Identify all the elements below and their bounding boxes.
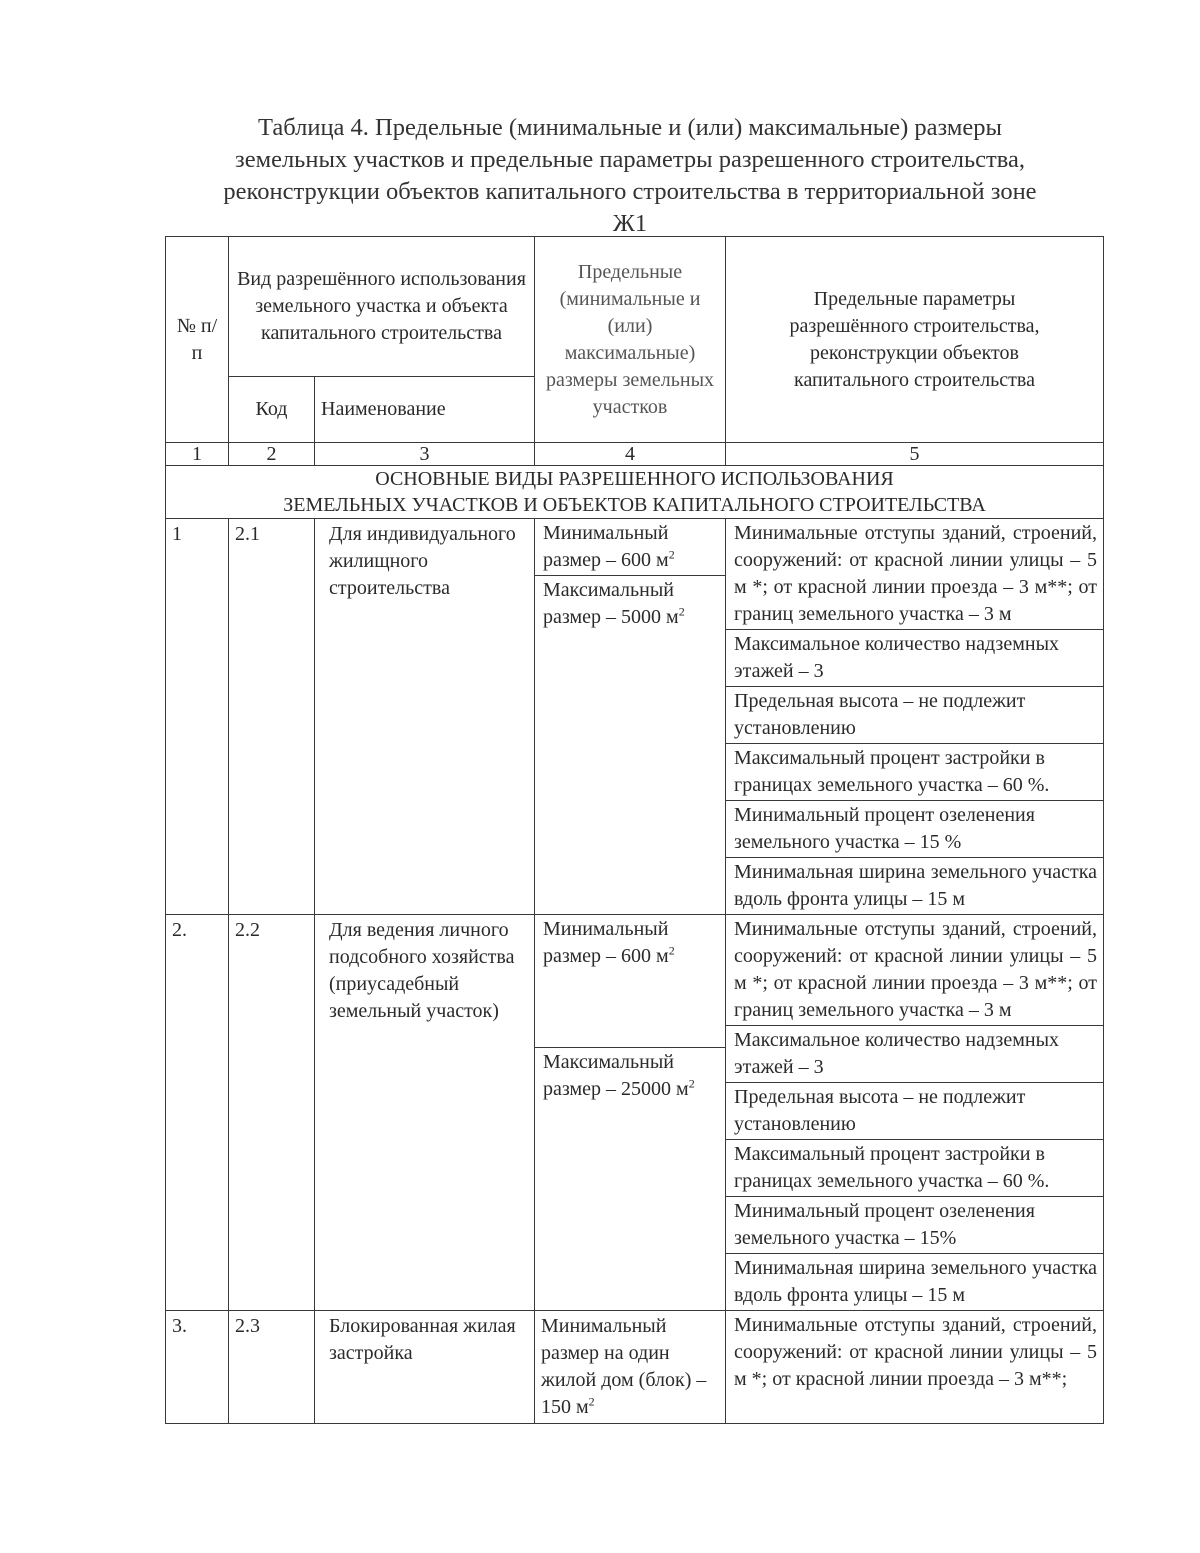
title-line: Ж1 [612,210,648,237]
row-num: 1 [166,519,229,915]
row-name: Для ведения личного подсобного хозяйства (приусадебный земельный участок) [315,915,535,1311]
param-item: Предельная высота – не подлежит установлению [726,1082,1103,1139]
row-sizes [535,915,726,1311]
param-item: Максимальный процент застройки в границах земельного участка – 60 %. [726,743,1103,800]
column-numbers-row [166,443,1104,466]
col-number: 3 [315,443,535,466]
header-vid: Вид разрешённого использования земельного участка и объекта капитального строительства [229,237,535,377]
param-item: Минимальная ширина земельного участка вдоль фронта улицы – 15 м [726,1253,1103,1310]
header-params: Предельные параметры разрешённого строительства, реконструкции объектов капитального строительства [726,237,1104,443]
section-row [166,466,1104,519]
min-size: Минимальный размер на один жилой дом (блок) –150 м [541,1315,707,1418]
row-code: 2.3 [229,1311,315,1424]
header-code: Код [229,377,315,443]
table-title [150,112,1110,240]
col-number: 4 [535,443,726,466]
zone-table [165,236,1104,1424]
table-row [166,1311,1104,1424]
param-item: Минимальные отступы зданий, строений, сооружений: от красной линии улицы – 5 м *; от красной линии проезда – 3 м**; от границ земельного участка – 3 м [734,918,1097,1021]
max-size: Максимальный размер – 5000 $м^2$ [535,575,725,632]
row-code: 2.1 [229,519,315,915]
row-sizes: Минимальный размер на один жилой дом (блок) –150 $м^2$ [535,1311,726,1424]
param-item: Предельная высота – не подлежит установлению [726,686,1103,743]
section-heading: ОСНОВНЫЕ ВИДЫ РАЗРЕШЕННОГО ИСПОЛЬЗОВАНИЯ ЗЕМЕЛЬНЫХ УЧАСТКОВ И ОБЪЕКТОВ КАПИТАЛЬНОГО СТРОИТЕЛЬСТВА [166,466,1104,519]
title-line: Таблица 4. Предельные (минимальные и (или) максимальные) размеры [258,114,1002,141]
col-number: 2 [229,443,315,466]
header-num: № п/п [166,237,229,443]
param-item: Минимальный процент озеленения земельного участка – 15% [726,1196,1103,1253]
header-sizes: Предельные (минимальные и (или) максимальные) размеры земельных участков [535,237,726,443]
param-item: Минимальные отступы зданий, строений, сооружений: от красной линии улицы – 5 м *; от красной линии проезда – 3 м**; от границ земельного участка – 3 м [734,522,1097,625]
title-line: земельных участков и предельные параметры разрешенного строительства, [235,146,1025,173]
col-number: 5 [726,443,1104,466]
table-row [166,915,1104,1311]
param-item: Максимальный процент застройки в границах земельного участка – 60 %. [726,1139,1103,1196]
header-name: Наименование [315,377,535,443]
row-num: 3. [166,1311,229,1424]
row-name: Для индивидуального жилищного строительства [315,519,535,915]
row-num: 2. [166,915,229,1311]
row-code: 2.2 [229,915,315,1311]
row-name: Блокированная жилая застройка [315,1311,535,1424]
param-item: Минимальная ширина земельного участка вдоль фронта улицы – 15 м [726,857,1103,914]
max-size: Максимальный размер – 25000 $м^2$ [535,1047,725,1104]
table-row [166,519,1104,915]
min-size: Минимальный размер – 600 $м^2$ [543,918,675,967]
row-params [726,519,1104,915]
row-params [726,1311,1104,1424]
row-sizes [535,519,726,915]
param-item: Минимальные отступы зданий, строений, сооружений: от красной линии улицы – 5 м *; от красной линии проезда – 3 м**; [734,1314,1097,1390]
param-item: Максимальное количество надземных этажей – 3 [726,1025,1103,1082]
col-number: 1 [166,443,229,466]
title-line: реконструкции объектов капитального строительства в территориальной зоне [223,178,1037,205]
min-size: Минимальный размер – 600 $м^2$ [543,522,675,571]
param-item: Минимальный процент озеленения земельного участка – 15 % [726,800,1103,857]
param-item: Максимальное количество надземных этажей – 3 [726,629,1103,686]
row-params [726,915,1104,1311]
